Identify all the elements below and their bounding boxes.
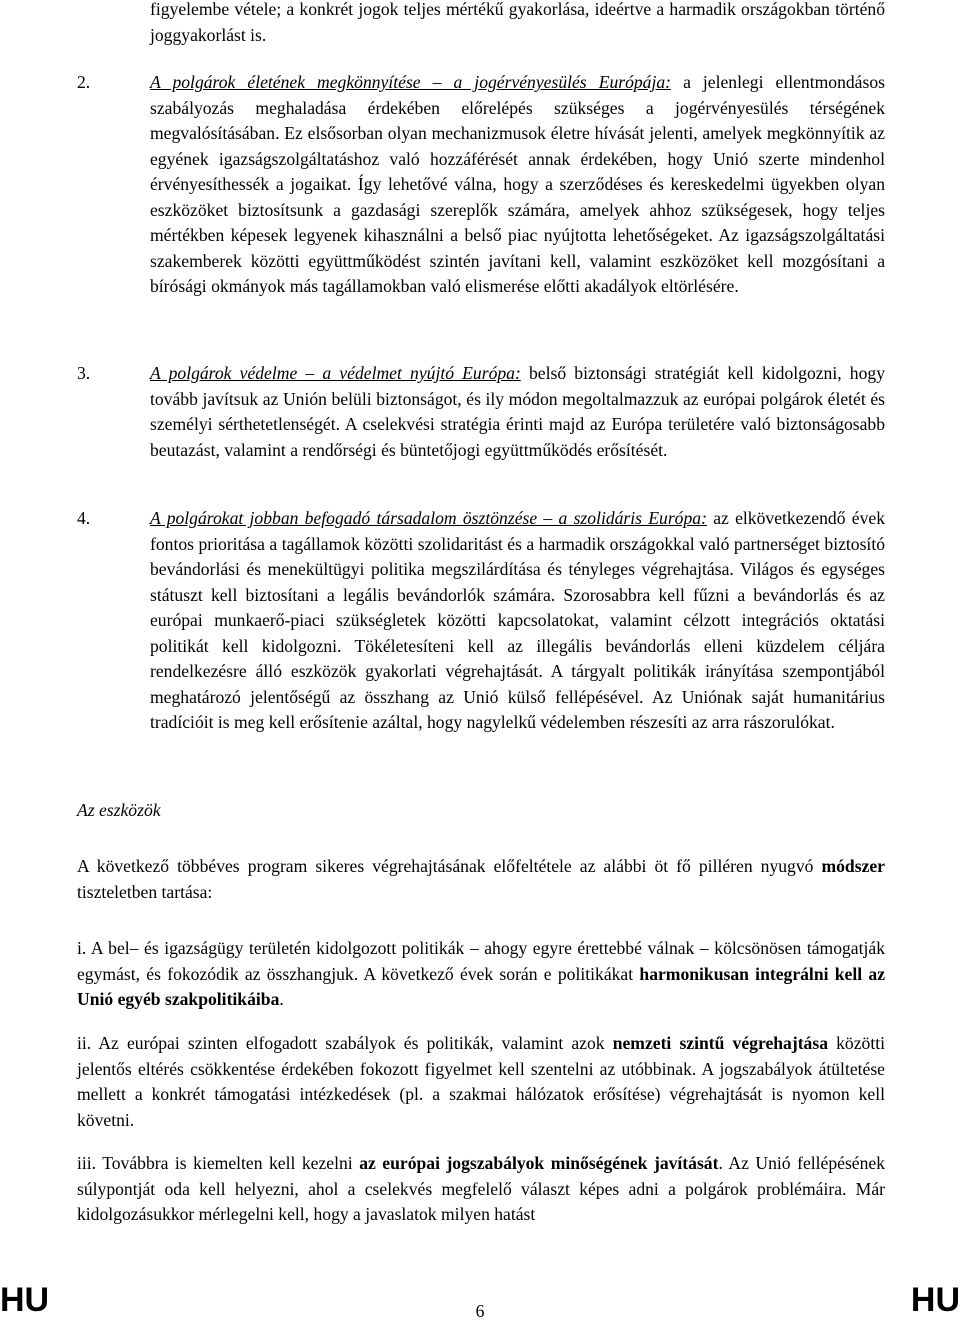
- item-text: az elkövetkezendő évek fontos prioritása a tagállamok közötti szolidaritást és a harmadik országokkal való partnerséget biztosító bevándorlási és menekültügyi politika megszilárdítása és tényleges végrehajtása. Világos és egységes státuszt kell biztosítani a legális bevándorlók számára. Szorosabbra kell fűzni a bevándorlás és az európai munkaerő-piaci szükségletek közötti kapcsolatokat, valamint célzott integrációs oktatási politikát kell kidolgozni. Tökéletesíteni kell az illegális bevándorlás elleni küzdelem céljára rendelkezésre álló eszközök gyakorlati végrehajtását. A tárgyalt politikák irányítása szempontjából meghatározó jelentőségű az összhang az Unió külső fellépésével. Az Uniónak saját humanitárius tradícióit is meg kell erősítenie azáltal, hogy nagylelkű védelemben részesíti az arra rászorulókat.: [150, 508, 885, 732]
- pillar-ii-text-end: közötti jelentős eltérés csökkentése érdekében fokozott figyelmet kell szentelni az utóbbinak. A jogszabályok átültetése mellett a konkrét támogatási intézkedések (pl. a szakmai hálózatok erősítése) végrehajtását is nyomon kell követni.: [77, 1033, 885, 1130]
- language-code-left: HU: [0, 1281, 50, 1319]
- item-number: 3.: [77, 363, 91, 383]
- pillar-ii-bold: nemzeti szintű végrehajtása: [612, 1033, 828, 1053]
- pillar-iii-text-end: . Az Unió fellépésének súlypontját oda kell helyezni, ahol a cselekvés megfelelő választ képes adni a polgárok problémáira. Már kidolgozásukkor mérlegelni kell, hogy a javaslatok milyen hatást: [77, 1153, 885, 1224]
- pillar-ii-paragraph: [77, 1031, 885, 1133]
- pillar-iii-text: iii. Továbbra is kiemelten kell kezelni: [77, 1153, 360, 1173]
- pillar-i-bold: harmonikusan integrálni kell az Unió egyéb szakpolitikáiba: [77, 963, 886, 1009]
- item-paragraph: [150, 361, 885, 463]
- item-number: 4.: [77, 508, 91, 528]
- item-paragraph: [150, 506, 885, 736]
- pillar-ii-text: ii. Az európai szinten elfogadott szabályok és politikák, valamint azok: [77, 1033, 613, 1053]
- item-number: 2.: [77, 72, 91, 92]
- item-text: a jelenlegi ellentmondásos szabályozás meghaladása érdekében előrelépés szükséges a jogérvényesülés térségének megvalósításában. Ez elsősorban olyan mechanizmusok életre hívását jelenti, amelyek megkönnyítik az egyének igazságszolgáltatáshoz való hozzáférését annak érdekében, hogy Unió szerte mindenhol érvényesíthessék a jogaikat. Így lehetővé válna, hogy a szerződéses és kereskedelmi ügyekben olyan eszközöket biztosítsunk a gazdasági szereplők számára, amelyek ahhoz szükségesek, hogy teljes mértékben képesek legyenek kihasználni a belső piac nyújtotta lehetőségeket. Az igazságszolgáltatási szakemberek közötti együttműködést szintén javítani kell, valamint eszközöket kell mozgósítani a bírósági okmányok más tagállamokban való elismerése előtti akadályok eltörlésére.: [150, 72, 885, 296]
- pillar-i-paragraph: [77, 936, 885, 1013]
- intro-paragraph: [77, 854, 885, 905]
- pillar-iii-paragraph: [77, 1151, 885, 1228]
- item-heading: A polgárokat jobban befogadó társadalom ösztönzése – a szolidáris Európa:: [150, 508, 707, 528]
- continued-paragraph: figyelembe vétele; a konkrét jogok teljes mértékű gyakorlása, ideértve a harmadik országokban történő joggyakorlást is.: [150, 0, 885, 45]
- intro-text-end: tiszteletben tartása:: [77, 881, 213, 902]
- pillar-i-text: i. A bel– és igazságügy területén kidolgozott politikák – ahogy egyre érettebbé válnak – kölcsönösen támogatják egymást, és fokozódik az összhangjuk. A következő évek során e politikákat: [77, 938, 885, 984]
- item-paragraph: [150, 70, 885, 300]
- page-number: 6: [475, 1301, 485, 1321]
- pillar-iii-bold: az európai jogszabályok minőségének javítását: [359, 1153, 719, 1173]
- language-code-right: HU: [910, 1281, 960, 1319]
- intro-text: A következő többéves program sikeres végrehajtásának előfeltétele az alábbi öt fő pilléren nyugvó: [77, 856, 822, 876]
- item-heading: A polgárok életének megkönnyítése – a jogérvényesülés Európája:: [150, 72, 672, 92]
- pillar-i-text-end: .: [279, 989, 284, 1009]
- item-heading: A polgárok védelme – a védelmet nyújtó Európa:: [150, 363, 521, 383]
- item-text: belső biztonsági stratégiát kell kidolgozni, hogy tovább javítsuk az Unión belüli biztonságot, és ily módon megoltalmazzuk az európai polgárok életét és személyi sérthetetlenségét. A cselekvési stratégia érinti majd az Európa területére való biztonságosabb beutazást, valamint a rendőrségi és büntetőjogi együttműködés erősítését.: [150, 363, 885, 460]
- intro-bold: módszer: [821, 856, 885, 876]
- section-title: Az eszközök: [77, 800, 161, 820]
